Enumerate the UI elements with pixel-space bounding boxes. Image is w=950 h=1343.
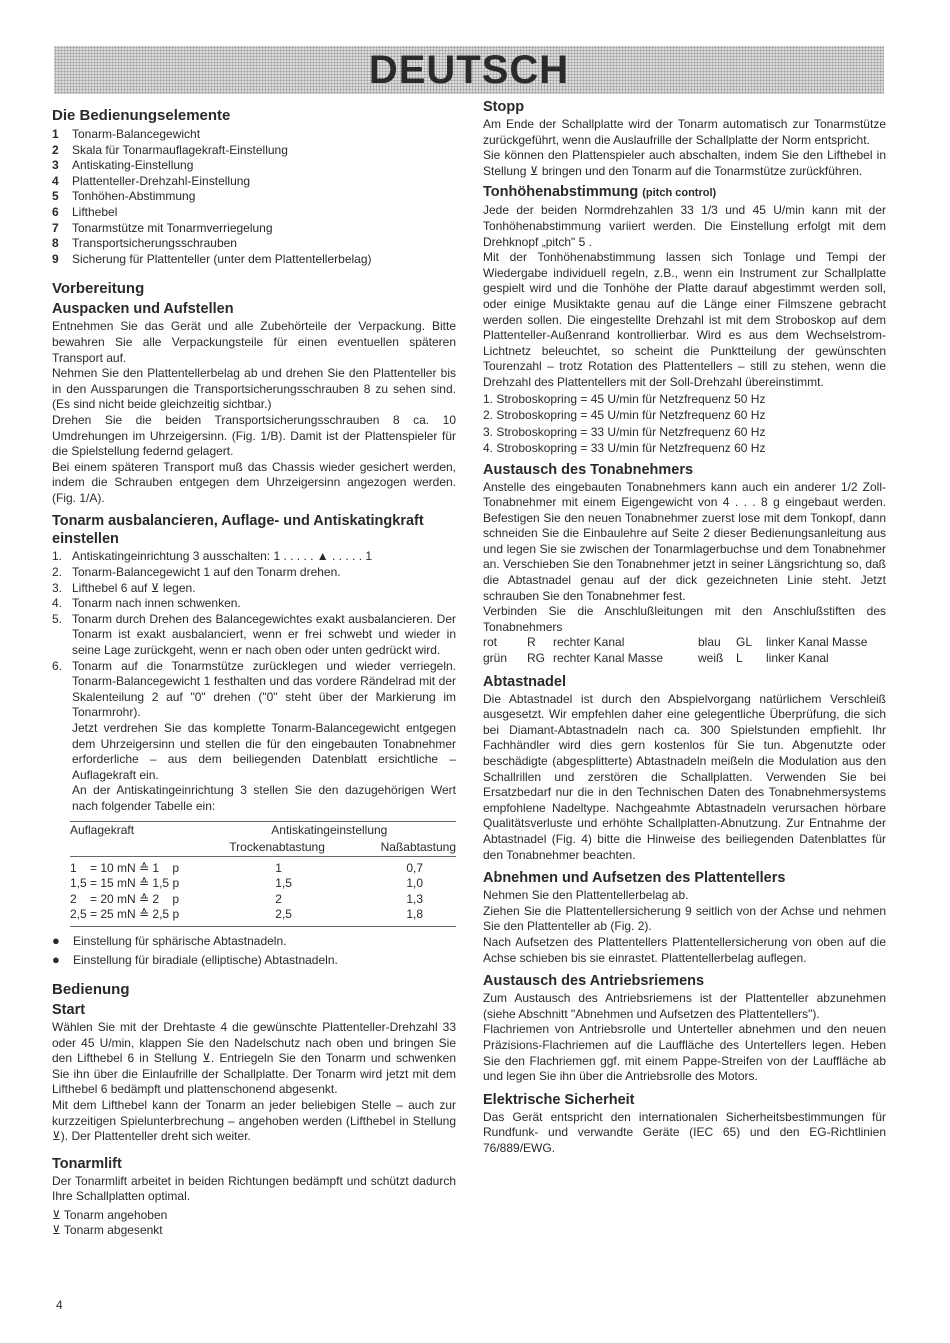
table-row — [70, 856, 456, 876]
step-text: Tonarm-Balancegewicht 1 auf den Tonarm drehen. — [72, 565, 341, 580]
step-text: Tonarm nach innen schwenken. — [72, 596, 241, 611]
table-cell: weiß — [698, 651, 724, 666]
item-number: 7 — [52, 220, 59, 235]
bullet-item — [52, 933, 456, 949]
table-row — [70, 892, 456, 908]
item-text: Skala für Tonarmauflagekraft-Einstellung — [72, 142, 288, 157]
list-item — [52, 221, 456, 237]
table-header: Auflagekraft — [70, 821, 211, 839]
subsection-title-auspacken: Auspacken und Aufstellen — [52, 301, 234, 318]
table-cell: 2 = 20 mN ≙ 2 p — [70, 891, 180, 906]
list-item — [52, 236, 456, 252]
paragraph: Flachriemen von Antriebsrolle und Unterteller abnehmen und den neuen Präzisions-Flachriemen auf die Lauffläche des Untertellers legen. Heben Sie den Flachriemen ggf. mit einem Pappe-Streifen von der Lauffläche ab und legen Sie ihn über die Antriebsrolle des Motors. — [483, 1022, 886, 1084]
table-cell: rot — [483, 635, 498, 650]
list-item: 4. Stroboskopring = 33 U/min für Netzfrequenz 60 Hz — [483, 441, 766, 455]
step-text: Antiskatingeinrichtung 3 ausschalten: 1 . . . . . ▲ . . . . . 1 — [72, 549, 373, 564]
paragraph: ⊻ Tonarm abgesenkt — [52, 1223, 163, 1238]
section-title-bedienungselemente: Die Bedienungselemente — [52, 107, 231, 124]
step-text: Tonarm durch Drehen des Balancegewichtes exakt ausbalancieren. Der Tonarm ist exakt ausbalanciert, wenn er frei schwebt und wieder in seine Lage zurückgeht, wenn er nach oben oder unten gedrückt wird. — [72, 611, 456, 658]
table-row — [483, 635, 886, 651]
table-header: Naßabtastung — [358, 839, 456, 857]
table-cell: 2,5 — [211, 907, 358, 926]
step-text: Jetzt verdrehen Sie das komplette Tonarm-Balancegewicht entgegen dem Uhrzeigersinn und stellen die für den eingebauten Tonabnehmer erforderliche – aus dem beiliegenden Datenblatt ersichtliche – Auflagekraft ein. — [72, 721, 456, 782]
item-number: 9 — [52, 251, 59, 266]
paragraph: Drehen Sie die beiden Transportsicherungsschrauben 8 ca. 10 Umdrehungen im Uhrzeigersinn. (Fig. 1/B). Damit ist der Plattenspieler für die Spielstellung federnd gelagert. — [52, 412, 456, 459]
item-number: 6 — [52, 204, 59, 219]
list-item — [52, 189, 456, 205]
table-row — [70, 907, 456, 926]
table-cell: 1 = 10 mN ≙ 1 p — [70, 860, 180, 875]
item-text: Antiskating-Einstellung — [72, 158, 194, 173]
list-item — [52, 252, 456, 268]
section-title-bedienung: Bedienung — [52, 980, 130, 998]
table-cell: linker Kanal Masse — [766, 635, 868, 650]
antiskating-table — [70, 821, 456, 927]
table-cell: RG — [527, 651, 545, 666]
table-cell: 1,3 — [406, 891, 424, 906]
step-number: 3. — [52, 580, 63, 595]
table-cell: 2,5 = 25 mN ≙ 2,5 p — [70, 907, 211, 926]
table-row — [483, 651, 886, 667]
paragraph: Verbinden Sie die Anschlußleitungen mit den Anschlußstiften des Tonabnehmers — [483, 604, 886, 634]
section-title-pitch — [483, 183, 886, 202]
list-item — [52, 549, 456, 565]
list-item: 2. Stroboskopring = 45 U/min für Netzfrequenz 60 Hz — [483, 408, 766, 422]
list-item — [52, 659, 456, 815]
section-title-antriebsriemen: Austausch des Antriebsriemens — [483, 973, 705, 990]
paragraph: ⊻ Tonarm angehoben — [52, 1207, 168, 1222]
item-number: 4 — [52, 173, 59, 188]
step-number: 1. — [52, 549, 63, 564]
table-header-row — [70, 821, 456, 839]
table-cell: rechter Kanal — [553, 635, 625, 650]
table-cell: R — [527, 635, 536, 650]
table-header: Antiskatingeinstellung — [211, 821, 456, 839]
banner-title: DEUTSCH — [368, 48, 570, 92]
section-title-sicherheit: Elektrische Sicherheit — [483, 1091, 635, 1108]
paragraph: Am Ende der Schallplatte wird der Tonarm automatisch zur Tonarmstütze zurückgeführt, wenn die Auslaufrille der Schallplatte der Norm entspricht. — [483, 117, 886, 147]
table-cell: L — [736, 651, 743, 666]
paragraph: Ziehen Sie die Plattentellersicherung 9 seitlich von der Achse und nehmen Sie den Plattenteller ab (Fig. 2). — [483, 903, 886, 934]
table-cell: 1,0 — [406, 876, 424, 891]
step-text: An der Antiskatingeinrichtung 3 stellen Sie den dazugehörigen Wert nach folgender Tabelle ein: — [72, 783, 456, 813]
step-number: 5. — [52, 611, 63, 626]
step-number: 6. — [52, 658, 63, 673]
paragraph: Mit dem Lifthebel kann der Tonarm an jeder beliebigen Stelle – auch zur kurzzeitigen Spielunterbrechung – angehoben werden (Lifthebel in Stellung ⊻). Der Plattenteller dreht sich weiter. — [52, 1097, 456, 1144]
page-number: 4 — [56, 1298, 63, 1312]
step-number: 2. — [52, 565, 63, 580]
section-title-text: Tonhöhenabstimmung — [483, 184, 639, 201]
list-item — [52, 158, 456, 174]
list-item — [52, 127, 456, 143]
list-item: 3. Stroboskopring = 33 U/min für Netzfrequenz 60 Hz — [483, 424, 766, 439]
list-item — [52, 581, 456, 597]
table-cell: 1,5 — [275, 876, 292, 891]
table-cell: GL — [736, 635, 753, 650]
item-text: Tonarmstütze mit Tonarmverriegelung — [72, 220, 273, 235]
list-item: 1. Stroboskopring = 45 U/min für Netzfrequenz 50 Hz — [483, 391, 766, 406]
step-text-block — [72, 659, 456, 815]
section-title-tonarm: Tonarm ausbalancieren, Auflage- und Antiskatingkraft einstellen — [52, 513, 424, 548]
paragraph: Anstelle des eingebauten Tonabnehmers kann auch ein anderer 1/2 Zoll-Tonabnehmer mit einem Eigengewicht von 4 . . . 8 g eingebaut werden. Befestigen Sie den neuen Tonabnehmer zuerst lose mit dem Tonkopf, dann schneiden Sie die Einbaulehre auf Seite 2 dieser Bedienungsanleitung aus und legen Sie sie zwischen der Tonarmlagerbuchse und dem Tonabnehmer an. Verschieben Sie den Tonabnehmer jetzt in seiner Längsrichtung so, daß die Abtastnadel genau auf der dick gezeichneten Linie steht. Jetzt schrauben Sie den Tonabnehmer fest. — [483, 479, 886, 603]
bullet-item — [52, 952, 456, 968]
subsection-title-start: Start — [52, 1001, 86, 1018]
section-title-stopp: Stopp — [483, 99, 525, 115]
table-cell: 1 — [275, 860, 282, 875]
section-title-tonabnehmer: Austausch des Tonabnehmers — [483, 461, 694, 478]
step-number: 4. — [52, 596, 63, 611]
section-title-abnehmen: Abnehmen und Aufsetzen des Plattentellers — [483, 870, 786, 887]
right-column — [483, 96, 886, 1156]
item-number: 8 — [52, 236, 59, 251]
paragraph: Nehmen Sie den Plattentellerbelag ab und drehen Sie den Plattenteller bis in den Aussparungen die Transportsicherungsschrauben 8 zu sehen sind. (Es sind nicht beide gleichzeitig sichtbar.) — [52, 366, 456, 412]
item-number: 2 — [52, 142, 59, 157]
paragraph: Der Tonarmlift arbeitet in beiden Richtungen bedämpft und schützt dadurch Ihre Schallplatten optimal. — [52, 1173, 456, 1204]
item-number: 3 — [52, 158, 59, 173]
section-title-vorbereitung: Vorbereitung — [52, 280, 145, 298]
item-text: Plattenteller-Drehzahl-Einstellung — [72, 173, 251, 188]
item-number: 1 — [52, 127, 59, 141]
item-text: Tonhöhen-Abstimmung — [72, 189, 196, 204]
item-text: Tonarm-Balancegewicht — [72, 127, 201, 141]
table-row — [70, 876, 456, 892]
paragraph: Mit der Tonhöhenabstimmung lassen sich Tonlage und Tempi der Wiedergabe individuell regeln, z.B., wenn ein Instrument zur Schallplatte gespielt wird und die Tonhöhe der Platte darauf abgestimmt werden soll, oder einige Musiktakte genau auf die Länge einer Filmszene gebracht werden sollen. Die eingestellte Drehzahl ist mit dem Stroboskop auf dem Plattenteller-Außenrand kontrollierbar. Wird es aus dem Wechselstrom-Lichtnetz beleuchtet, so scheint die Punktteilung der gewünschten Tourenzahl – trotz Rotation des Plattentellers – still zu stehen, wenn die Drehzahl des Plattentellers mit der Soll-Drehzahl übereinstimmt. — [483, 250, 886, 389]
bullet-text: Einstellung für sphärische Abtastnadeln. — [73, 933, 287, 948]
paragraph: Das Gerät entspricht den internationalen Sicherheitsbestimmungen für Rundfunk- und verwandte Geräte (IEC 65) und den EG-Richtlinien 76/889/EWG. — [483, 1109, 886, 1155]
table-header: Trockenabtastung — [211, 839, 358, 857]
list-item — [52, 596, 456, 612]
table-cell: 1,5 = 15 mN ≙ 1,5 p — [70, 876, 180, 891]
bullet-text: Einstellung für biradiale (elliptische) Abtastnadeln. — [73, 952, 338, 967]
item-text: Transportsicherungsschrauben — [72, 236, 237, 251]
strobo-list — [483, 391, 886, 457]
list-item — [52, 143, 456, 159]
item-number: 5 — [52, 189, 59, 204]
list-item — [52, 205, 456, 221]
tonarm-steps — [52, 549, 456, 814]
list-item — [52, 612, 456, 659]
paragraph: Die Abtastnadel ist durch den Abspielvorgang natürlichem Verschleiß ausgesetzt. Wir empfehlen daher eine gelegentliche Überprüfung, die sich bei Diamant-Abtastnadeln nach ca. 300 Spielstunden empfiehlt. Ihr Fachhändler wird dies gern kostenlos für Sie tun. Abgenutzte oder beschädigte (abgesplitterte) Abtastnadeln meißeln die Modulation aus den Schallrillen und zerstören die Schallplatten. Verwenden Sie bei Ersatzbedarf nur die in den Technischen Daten des Tonabnehmersystems empfohlene Nadeltype. Nachgeahmte Abtastnadeln verursachen hörbare Qualitätsverluste und erhöhte Schallplatten-Abnutzung. Zur Entnahme der Abtastnadel (Fig. 4) bitte die Hinweise des beiliegenden Datenblattes für den Tonabnehmer beachten. — [483, 691, 886, 862]
bullet-dot-icon: ● — [52, 932, 60, 948]
table-cell: 1,8 — [358, 907, 456, 926]
section-title-small: (pitch control) — [642, 187, 717, 200]
table-cell: 0,7 — [406, 860, 424, 875]
paragraph: Nach Aufsetzen des Plattentellers Plattentellersicherung von oben auf die Achse schieben bis sie einrastet. Plattentellerbelag auflegen. — [483, 934, 886, 965]
table-cell: grün — [483, 651, 508, 666]
table-header-row — [70, 839, 456, 857]
paragraph: Nehmen Sie den Plattentellerbelag ab. — [483, 888, 689, 903]
wire-color-table — [483, 635, 886, 666]
table-cell: 2 — [275, 891, 282, 906]
language-banner — [54, 46, 884, 94]
paragraph: Zum Austausch des Antriebsriemens ist der Plattenteller abzunehmen (siehe Abschnitt "Abnehmen und Aufsetzen des Plattentellers"). — [483, 991, 886, 1021]
table-cell: linker Kanal — [766, 651, 829, 666]
item-text: Lifthebel — [72, 204, 118, 219]
section-title-tonarmlift: Tonarmlift — [52, 1155, 122, 1172]
paragraph: Bei einem späteren Transport muß das Chassis wieder gesichert werden, indem die Schrauben entgegen dem Uhrzeigersinn angezogen werden. (Fig. 1/A). — [52, 459, 456, 505]
bullet-dot-icon: ● — [52, 951, 60, 967]
list-item — [52, 565, 456, 581]
table-cell: blau — [698, 635, 721, 650]
paragraph: Sie können den Plattenspieler auch abschalten, indem Sie den Lifthebel in Stellung ⊻ bringen und den Tonarm auf die Tonarmstütze zurückführen. — [483, 148, 886, 178]
paragraph: Jede der beiden Normdrehzahlen 33 1/3 und 45 U/min kann mit der Tonhöhenabstimmung variiert werden. Die Einstellung erfolgt mit dem Drehknopf „pitch" 5 . — [483, 203, 886, 249]
item-text: Sicherung für Plattenteller (unter dem Plattentellerbelag) — [72, 251, 372, 266]
list-item — [52, 174, 456, 190]
left-column — [52, 100, 456, 1239]
step-text: Lifthebel 6 auf ⊻ legen. — [72, 580, 196, 595]
step-text: Tonarm auf die Tonarmstütze zurücklegen und wieder verriegeln. Tonarm-Balancegewicht 1 festhalten und das vordere Rändelrad mit der Skalenteilung 2 auf "0" drehen ("0" steht über der Markierung im Tonarmrohr). — [72, 658, 456, 720]
section-title-abtastnadel: Abtastnadel — [483, 673, 566, 690]
controls-list — [52, 127, 456, 267]
table-cell: rechter Kanal Masse — [553, 651, 664, 666]
paragraph: Wählen Sie mit der Drehtaste 4 die gewünschte Plattenteller-Drehzahl 33 oder 45 U/min, klappen Sie den Nadelschutz nach oben und bringen Sie den Lifthebel 6 in Stellung ⊻. Entriegeln Sie den Tonarm und schwenken Sie ihn über die Einlaufrille der Schallplatte. Der Tonarm wird jetzt mit dem Lifthebel 6 bedämpft und plattenschonend abgesenkt. — [52, 1019, 456, 1097]
paragraph: Entnehmen Sie das Gerät und alle Zubehörteile der Verpackung. Bitte bewahren Sie alle Verpackungsteile für einen eventuellen späteren Transport auf. — [52, 319, 456, 365]
